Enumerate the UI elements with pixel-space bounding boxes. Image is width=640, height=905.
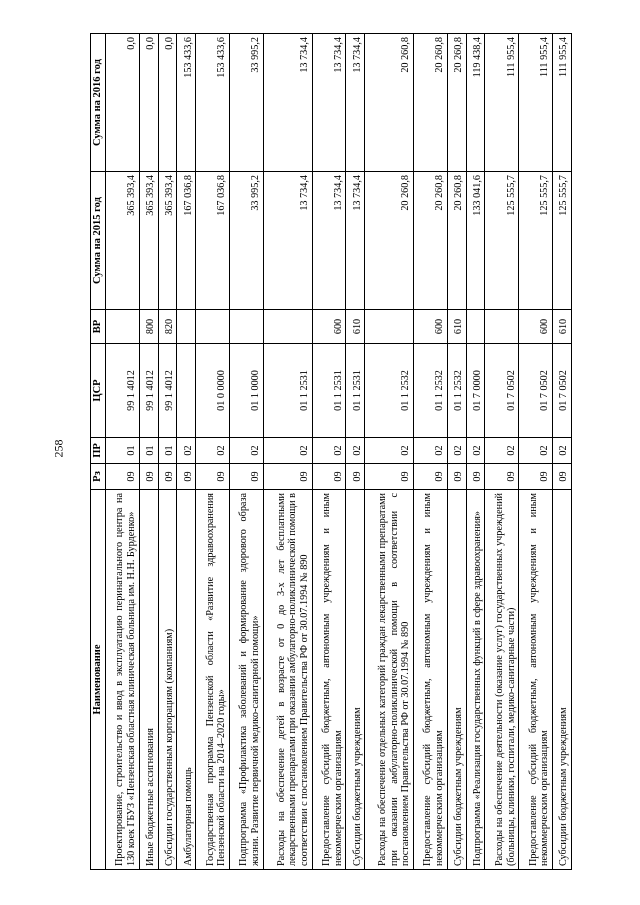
cell-name: Государственная программа Пензенской области «Развитие здравоохранения Пензенской области на 2014–2020 годы» [196,490,230,870]
cell-csr: 01 0 0000 [196,344,230,438]
header-pr: ПР [91,438,106,464]
cell-rz: 09 [414,464,448,490]
cell-vr: 600 [414,310,448,344]
cell-sum-2015: 365 393,4 [158,172,177,310]
table-header-row [91,34,106,870]
cell-vr [485,310,519,344]
cell-name: Подпрограмма «Профилактика заболеваний и формирование здорового образа жизни. Развитие первичной медико-санитарной помощи» [230,490,264,870]
cell-name: Предоставление субсидий бюджетным, автономным учреждениям и иным некоммерческим организациям [312,490,346,870]
cell-vr: 600 [312,310,346,344]
cell-csr: 01 1 2532 [365,344,414,438]
cell-name: Предоставление субсидий бюджетным, автономным учреждениям и иным некоммерческим организациям [414,490,448,870]
cell-name: Субсидии бюджетным учреждениям [346,490,365,870]
table-row [158,34,177,870]
cell-vr [196,310,230,344]
cell-sum-2015: 125 555,7 [519,172,553,310]
cell-pr: 02 [230,438,264,464]
table-row [365,34,414,870]
cell-pr: 02 [346,438,365,464]
cell-csr: 01 1 2531 [346,344,365,438]
header-name: Наименование [91,490,106,870]
rotated-page-content [90,34,572,870]
cell-rz: 09 [106,464,140,490]
cell-sum-2016: 20 260,8 [365,34,414,172]
cell-vr: 820 [158,310,177,344]
cell-sum-2016: 13 734,4 [263,34,312,172]
cell-csr: 99 1 4012 [106,344,140,438]
cell-vr [230,310,264,344]
cell-sum-2015: 365 393,4 [106,172,140,310]
cell-sum-2016: 153 433,6 [177,34,196,172]
table-row [466,34,485,870]
cell-vr: 610 [447,310,466,344]
table-row [447,34,466,870]
cell-name: Проектирование, строительство и ввод в эксплуатацию перинатального центра на 130 коек ГБУЗ «Пензенская областная клиническая больница им. Н.Н. Бурденко» [106,490,140,870]
cell-rz: 09 [139,464,158,490]
cell-pr: 02 [466,438,485,464]
cell-csr: 01 1 2532 [414,344,448,438]
table-row [553,34,572,870]
cell-rz: 09 [485,464,519,490]
cell-sum-2016: 153 433,6 [196,34,230,172]
cell-csr: 01 7 0502 [485,344,519,438]
cell-rz: 09 [519,464,553,490]
header-rz: Рз [91,464,106,490]
cell-pr: 02 [177,438,196,464]
cell-vr [466,310,485,344]
cell-name: Субсидии бюджетным учреждениям [553,490,572,870]
cell-name: Предоставление субсидий бюджетным, автономным учреждениям и иным некоммерческим организациям [519,490,553,870]
cell-vr: 610 [346,310,365,344]
cell-csr: 01 7 0502 [553,344,572,438]
cell-csr: 01 1 0000 [230,344,264,438]
cell-pr: 02 [519,438,553,464]
cell-sum-2016: 119 438,4 [466,34,485,172]
cell-rz: 09 [346,464,365,490]
cell-sum-2015: 13 734,4 [312,172,346,310]
cell-sum-2016: 13 734,4 [346,34,365,172]
cell-name: Расходы на обеспечение детей в возрасте от 0 до 3-х лет бесплатными лекарственными препаратами при оказании амбулаторно-поликлинической помощи в соответствии с постановлением Правительства РФ от 30.07.1994 № 890 [263,490,312,870]
cell-sum-2015: 13 734,4 [346,172,365,310]
cell-pr: 02 [485,438,519,464]
budget-table [90,33,572,870]
table-row [196,34,230,870]
cell-sum-2016: 111 955,4 [485,34,519,172]
cell-sum-2015: 125 555,7 [553,172,572,310]
cell-csr: 01 1 2532 [447,344,466,438]
cell-pr: 02 [312,438,346,464]
cell-sum-2016: 20 260,8 [447,34,466,172]
table-row [414,34,448,870]
cell-sum-2016: 111 955,4 [519,34,553,172]
cell-sum-2016: 0,0 [158,34,177,172]
cell-rz: 09 [553,464,572,490]
cell-sum-2015: 13 734,4 [263,172,312,310]
cell-pr: 01 [158,438,177,464]
cell-csr: 99 1 4012 [139,344,158,438]
cell-sum-2016: 0,0 [139,34,158,172]
cell-pr: 02 [263,438,312,464]
cell-vr [263,310,312,344]
cell-sum-2016: 20 260,8 [414,34,448,172]
cell-name: Амбулаторная помощь [177,490,196,870]
cell-vr [177,310,196,344]
header-sum-2016: Сумма на 2016 год [91,34,106,172]
cell-csr: 01 1 2531 [312,344,346,438]
cell-pr: 02 [365,438,414,464]
cell-rz: 09 [263,464,312,490]
cell-rz: 09 [365,464,414,490]
cell-rz: 09 [466,464,485,490]
table-row [485,34,519,870]
cell-name: Расходы на обеспечение деятельности (оказание услуг) государственных учреждений (больницы, клиники, госпитали, медико-санитарные части) [485,490,519,870]
cell-vr [106,310,140,344]
cell-vr: 610 [553,310,572,344]
table-row [346,34,365,870]
cell-sum-2015: 20 260,8 [447,172,466,310]
cell-name: Подпрограмма «Реализация государственных функций в сфере здравоохранения» [466,490,485,870]
page-number: 258 [51,439,66,458]
table-row [312,34,346,870]
table-row [519,34,553,870]
cell-pr: 01 [106,438,140,464]
cell-name: Расходы на обеспечение отдельных категорий граждан лекарственными препаратами при оказании амбулаторно-поликлинической помощи в соответствии с постановлением Правительства РФ от 30.07.1994 № 890 [365,490,414,870]
cell-rz: 09 [230,464,264,490]
cell-csr: 01 1 2531 [263,344,312,438]
cell-rz: 09 [447,464,466,490]
table-row [177,34,196,870]
cell-pr: 02 [414,438,448,464]
cell-name: Субсидии государственным корпорациям (компаниям) [158,490,177,870]
cell-sum-2015: 133 041,6 [466,172,485,310]
cell-csr: 01 7 0502 [519,344,553,438]
cell-pr: 02 [447,438,466,464]
cell-sum-2015: 33 995,2 [230,172,264,310]
table-row [139,34,158,870]
cell-rz: 09 [177,464,196,490]
cell-csr: 01 7 0000 [466,344,485,438]
cell-pr: 02 [553,438,572,464]
header-vr: ВР [91,310,106,344]
table-row [230,34,264,870]
table-row [263,34,312,870]
cell-vr: 800 [139,310,158,344]
cell-sum-2015: 20 260,8 [414,172,448,310]
cell-rz: 09 [312,464,346,490]
cell-rz: 09 [158,464,177,490]
cell-vr [365,310,414,344]
cell-sum-2015: 167 036,8 [196,172,230,310]
cell-pr: 01 [139,438,158,464]
table-row [106,34,140,870]
cell-sum-2015: 125 555,7 [485,172,519,310]
cell-csr [177,344,196,438]
cell-name: Субсидии бюджетным учреждениям [447,490,466,870]
cell-pr: 02 [196,438,230,464]
cell-sum-2016: 33 995,2 [230,34,264,172]
table-body [106,34,572,870]
cell-sum-2016: 13 734,4 [312,34,346,172]
cell-sum-2016: 0,0 [106,34,140,172]
cell-name: Иные бюджетные ассигнования [139,490,158,870]
cell-rz: 09 [196,464,230,490]
cell-sum-2015: 20 260,8 [365,172,414,310]
cell-csr: 99 1 4012 [158,344,177,438]
cell-sum-2015: 365 393,4 [139,172,158,310]
cell-sum-2015: 167 036,8 [177,172,196,310]
header-sum-2015: Сумма на 2015 год [91,172,106,310]
header-csr: ЦСР [91,344,106,438]
cell-vr: 600 [519,310,553,344]
cell-sum-2016: 111 955,4 [553,34,572,172]
